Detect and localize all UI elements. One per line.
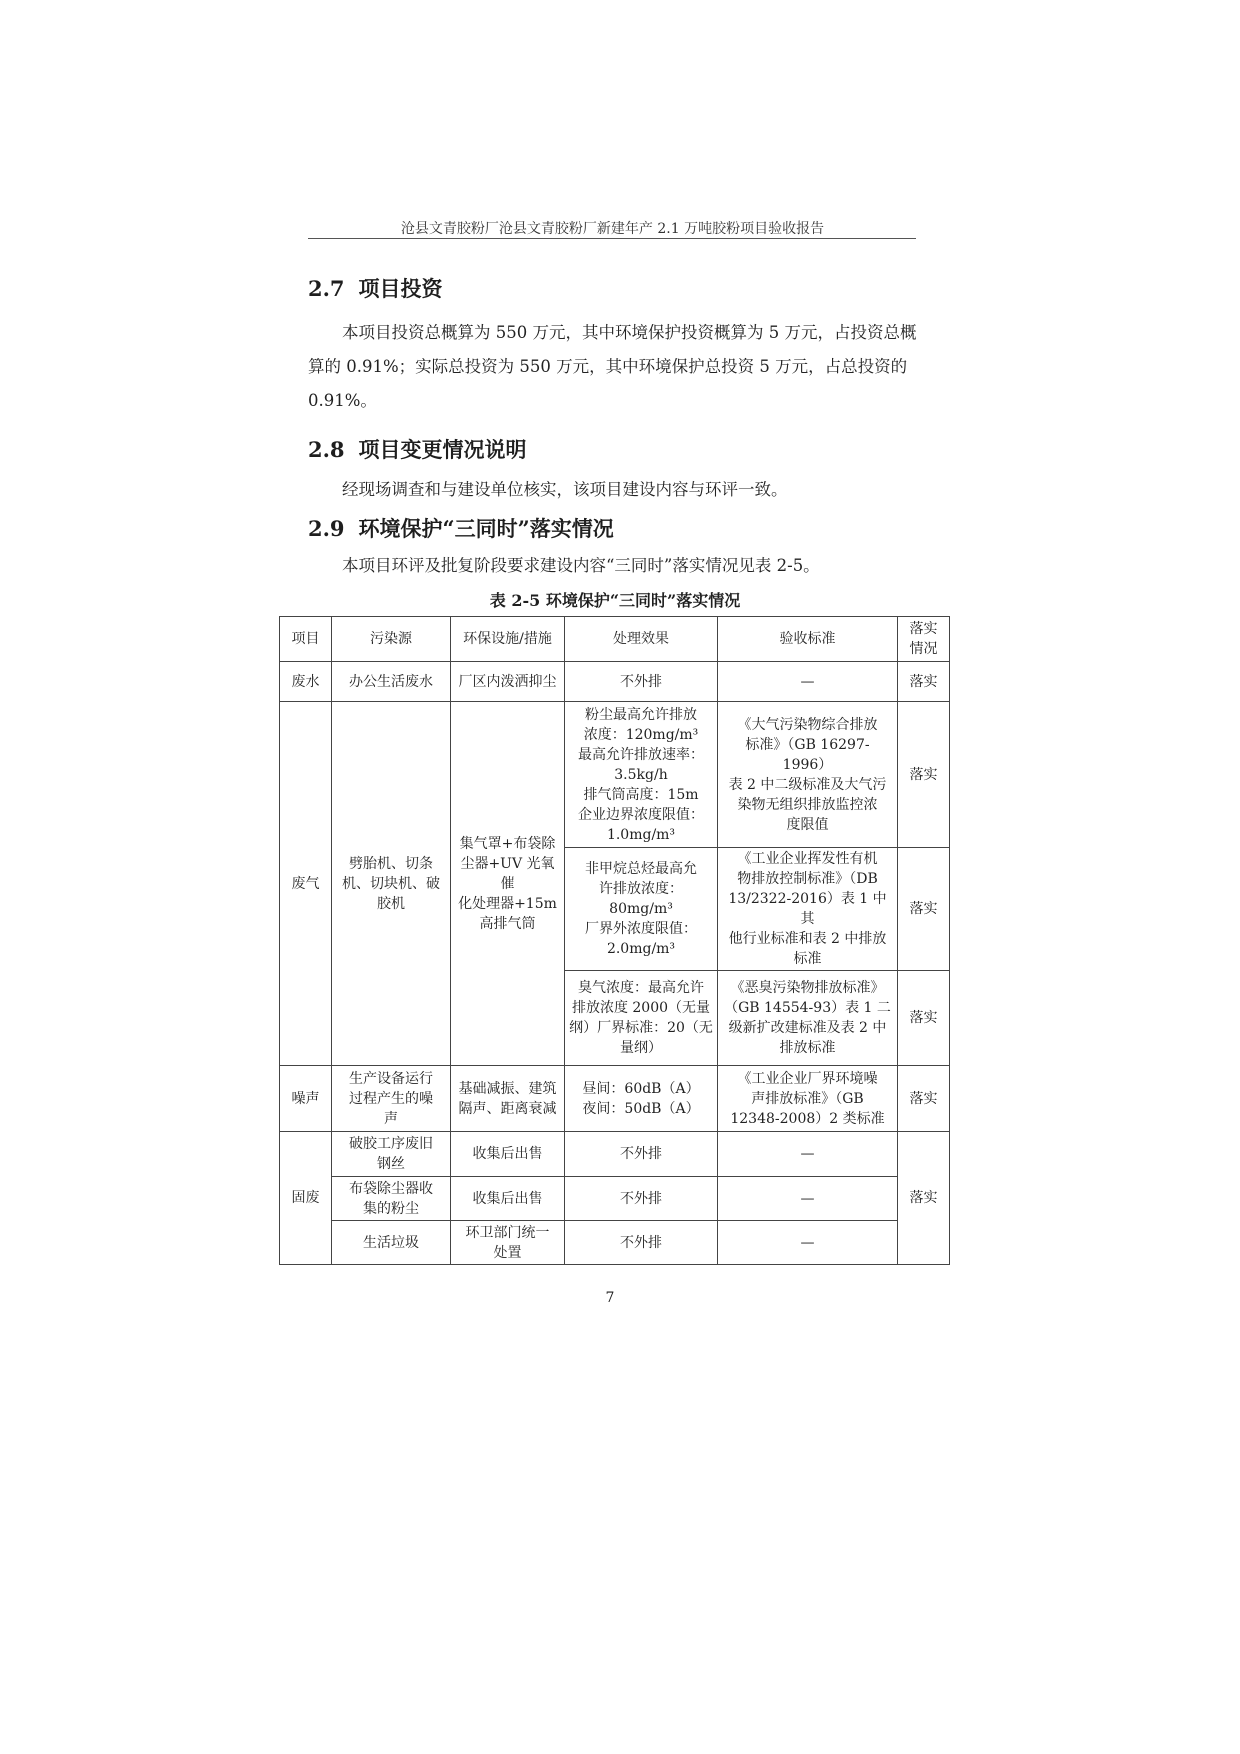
cell-standard: — [718, 662, 898, 702]
cell-measure: 收集后出售 [451, 1177, 565, 1221]
section-number: 2.8 [308, 437, 345, 462]
cell-measure: 收集后出售 [451, 1132, 565, 1177]
header-cell: 落实 情况 [898, 617, 950, 662]
cell-item: 废气 [280, 702, 332, 1066]
cell-source: 生产设备运行 过程产生的噪 声 [332, 1066, 451, 1132]
table-row [280, 1066, 950, 1132]
table-row [280, 1221, 950, 1265]
cell-standard: 《恶臭污染物排放标准》 （GB 14554-93）表 1 二 级新扩改建标准及表 2 中 排放标准 [718, 971, 898, 1066]
table-header-row [280, 617, 950, 662]
running-header: 沧县文青胶粉厂沧县文青胶粉厂新建年产 2.1 万吨胶粉项目验收报告 [400, 221, 825, 237]
section-number: 2.9 [308, 516, 345, 541]
cell-standard: 《大气污染物综合排放 标准》（GB 16297-1996） 表 2 中二级标准及大气污 染物无组织排放监控浓 度限值 [718, 702, 898, 848]
header-rule [308, 238, 916, 239]
cell-status: 落实 [898, 662, 950, 702]
header-cell: 环保设施/措施 [451, 617, 565, 662]
cell-standard: — [718, 1221, 898, 1265]
cell-measure: 厂区内泼洒抑尘 [451, 662, 565, 702]
cell-status: 落实 [898, 971, 950, 1066]
cell-effect: 臭气浓度：最高允许 排放浓度 2000（无量 纲）厂界标准：20（无 量纲） [565, 971, 718, 1066]
table-row [280, 1132, 950, 1177]
cell-source: 劈胎机、切条 机、切块机、破 胶机 [332, 702, 451, 1066]
cell-measure: 基础减振、建筑 隔声、距离衰减 [451, 1066, 565, 1132]
paragraph-investment: 本项目投资总概算为 550 万元，其中环境保护投资概算为 5 万元，占投资总概算的 0.91%；实际总投资为 550 万元，其中环境保护总投资 5 万元，占总投资的 0.91%。 [308, 323, 917, 410]
section-heading-2-7 [308, 273, 443, 303]
section-number: 2.7 [308, 276, 345, 301]
table-row [280, 1177, 950, 1221]
section-heading-2-9 [308, 513, 614, 543]
environment-table [279, 616, 950, 1265]
cell-status: 落实 [898, 1132, 950, 1265]
header-cell: 处理效果 [565, 617, 718, 662]
cell-item: 固废 [280, 1132, 332, 1265]
header-cell: 验收标准 [718, 617, 898, 662]
cell-standard: 《工业企业厂界环境噪 声排放标准》（GB 12348-2008）2 类标准 [718, 1066, 898, 1132]
cell-effect: 不外排 [565, 1132, 718, 1177]
header-cell: 污染源 [332, 617, 451, 662]
section-heading-2-8 [308, 434, 527, 464]
cell-effect: 昼间：60dB（A） 夜间：50dB（A） [565, 1066, 718, 1132]
section-title: 项目投资 [358, 276, 443, 301]
paragraph-change: 经现场调查和与建设单位核实，该项目建设内容与环评一致。 [342, 480, 788, 499]
table-caption: 表 2-5 环境保护“三同时”落实情况 [489, 591, 741, 610]
paragraph-three-simultaneous: 本项目环评及批复阶段要求建设内容“三同时”落实情况见表 2-5。 [342, 556, 820, 575]
section-title: 项目变更情况说明 [358, 437, 527, 462]
cell-standard: — [718, 1132, 898, 1177]
cell-source: 生活垃圾 [332, 1221, 451, 1265]
cell-status: 落实 [898, 702, 950, 848]
cell-source: 破胶工序废旧 钢丝 [332, 1132, 451, 1177]
cell-effect: 不外排 [565, 1177, 718, 1221]
cell-source: 办公生活废水 [332, 662, 451, 702]
cell-standard: 《工业企业挥发性有机 物排放控制标准》（DB 13/2322-2016）表 1 中其 他行业标准和表 2 中排放 标准 [718, 848, 898, 971]
header-cell: 项目 [280, 617, 332, 662]
section-title: 环境保护“三同时”落实情况 [358, 516, 614, 541]
cell-measure: 环卫部门统一 处置 [451, 1221, 565, 1265]
cell-effect: 不外排 [565, 1221, 718, 1265]
cell-effect: 非甲烷总烃最高允 许排放浓度： 80mg/m³ 厂界外浓度限值： 2.0mg/m³ [565, 848, 718, 971]
cell-item: 噪声 [280, 1066, 332, 1132]
cell-status: 落实 [898, 848, 950, 971]
cell-effect: 不外排 [565, 662, 718, 702]
table-row [280, 702, 950, 848]
page-number: 7 [605, 1290, 615, 1306]
table-row [280, 662, 950, 702]
cell-measure: 集气罩+布袋除 尘器+UV 光氧催 化处理器+15m 高排气筒 [451, 702, 565, 1066]
cell-source: 布袋除尘器收 集的粉尘 [332, 1177, 451, 1221]
cell-status: 落实 [898, 1066, 950, 1132]
cell-item: 废水 [280, 662, 332, 702]
cell-effect: 粉尘最高允许排放 浓度：120mg/m³ 最高允许排放速率： 3.5kg/h 排气筒高度：15m 企业边界浓度限值： 1.0mg/m³ [565, 702, 718, 848]
cell-standard: — [718, 1177, 898, 1221]
